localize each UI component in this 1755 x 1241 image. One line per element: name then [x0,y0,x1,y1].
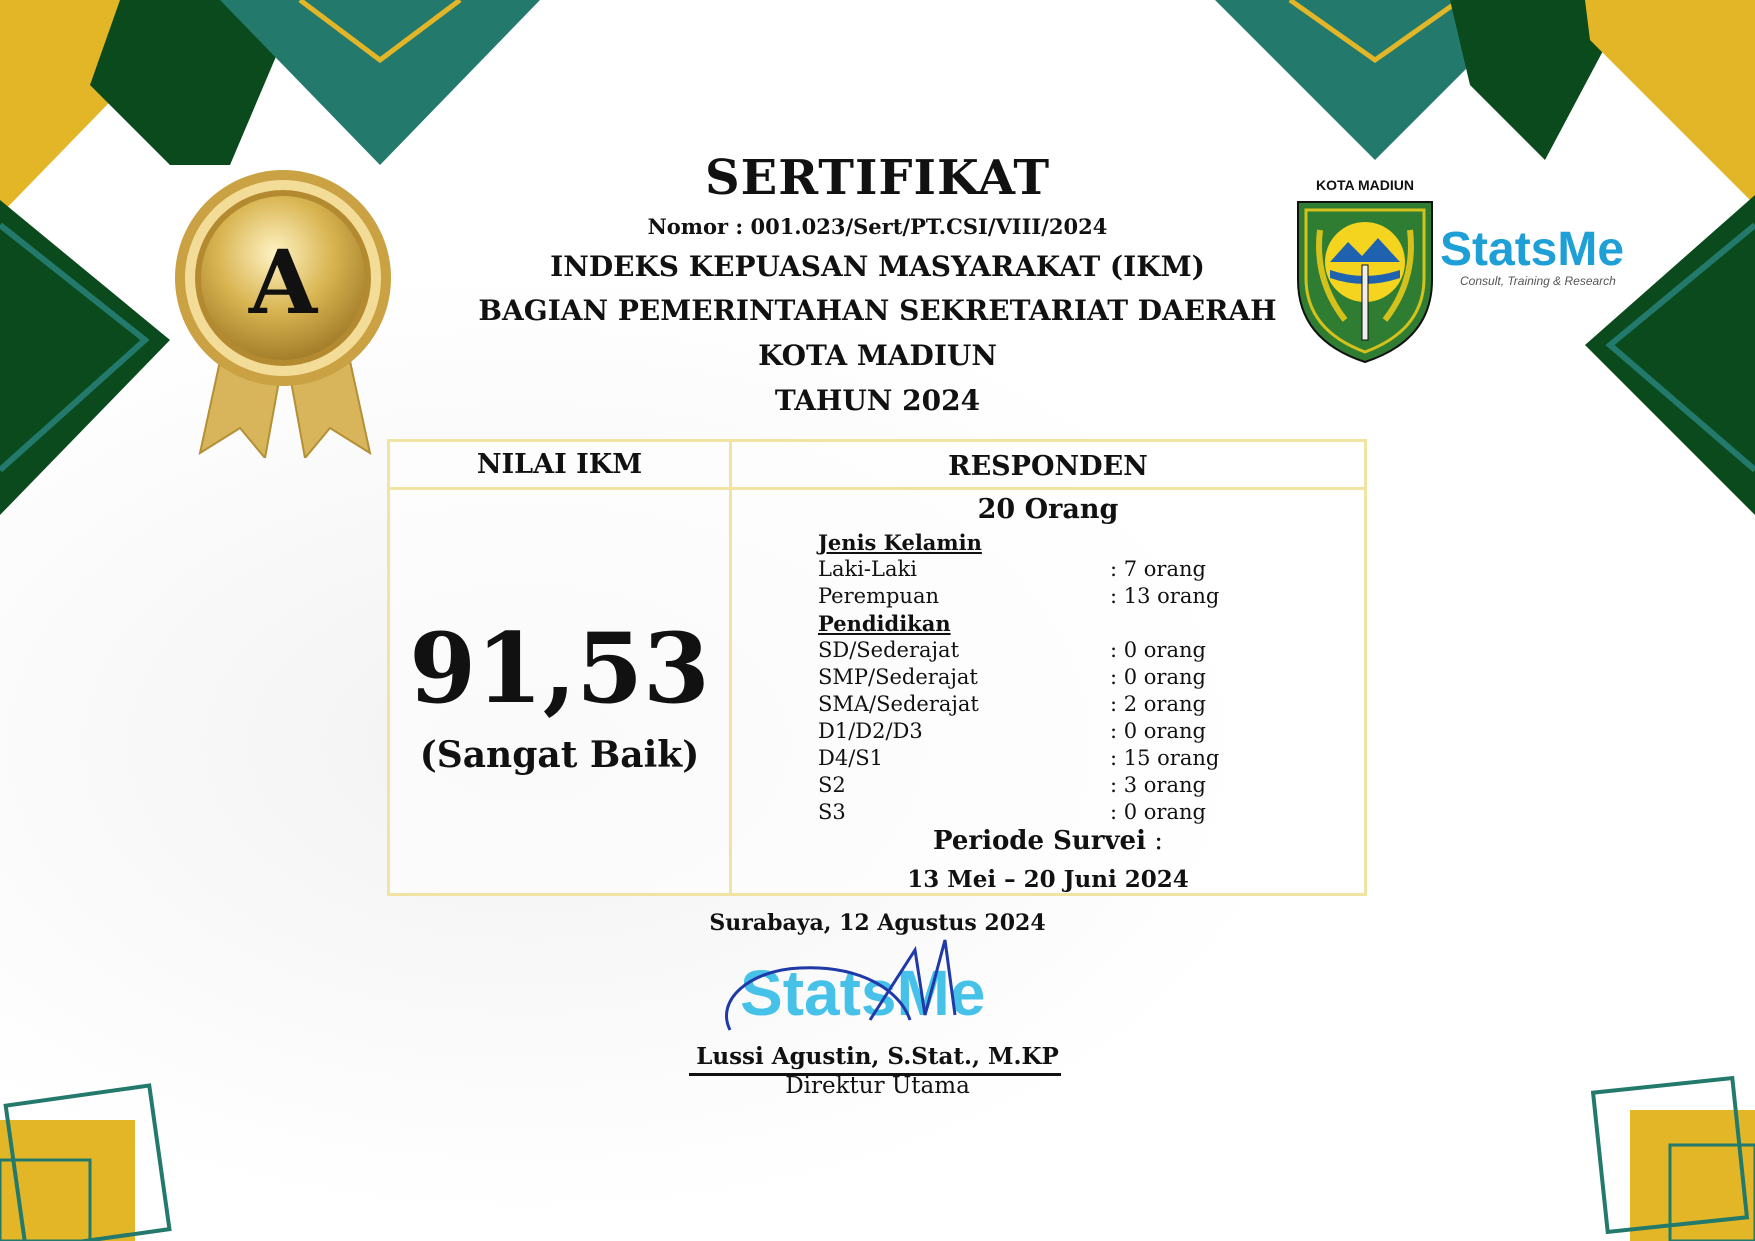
list-item [818,772,1338,799]
education-label: D4/S1 [818,746,884,770]
education-label: S2 [818,773,846,797]
ikm-grade: (Sangat Baik) [419,734,700,776]
respondent-breakdown [818,529,1338,826]
heading-line-1: INDEKS KEPUASAN MASYARAKAT (IKM) [550,250,1205,283]
education-value: : 15 orang [1110,746,1220,770]
stamp-brand: StatsMe [740,957,986,1029]
education-value: : 0 orang [1110,638,1206,662]
emblem-label: KOTA MADIUN [1316,177,1414,193]
signer-role: Direktur Utama [785,1073,970,1099]
result-table [387,439,1367,896]
heading-line-2: BAGIAN PEMERINTAHAN SEKRETARIAT DAERAH [478,294,1277,327]
education-value: : 0 orang [1110,800,1206,824]
certificate-title: SERTIFIKAT [704,150,1051,206]
respondent-total: 20 Orang [977,494,1119,525]
place-date: Surabaya, 12 Agustus 2024 [709,910,1046,936]
signature-stamp [710,930,1050,1040]
survey-period-dates: 13 Mei – 20 Juni 2024 [907,866,1189,893]
education-value: : 0 orang [1110,719,1206,743]
heading-line-3: KOTA MADIUN [758,339,997,372]
gender-label: Perempuan [818,584,940,608]
gender-title: Jenis Kelamin [818,530,982,555]
certificate-number: Nomor : 001.023/Sert/PT.CSI/VIII/2024 [647,214,1108,239]
header-nilai-ikm: NILAI IKM [476,449,643,480]
list-item [818,637,1338,664]
list-item [818,556,1338,583]
survey-period-label: Periode Survei [932,826,1146,856]
list-item [818,799,1338,826]
survey-period-colon: : [1145,826,1164,856]
statsme-tagline: Consult, Training & Research [1460,274,1616,288]
education-value: : 3 orang [1110,773,1206,797]
survey-period [732,826,1364,856]
list-item [818,718,1338,745]
education-label: SMP/Sederajat [818,665,978,689]
education-value: : 0 orang [1110,665,1206,689]
signer-name: Lussi Agustin, S.Stat., M.KP [696,1043,1059,1070]
medal-letter: A [248,230,318,334]
gender-label: Laki-Laki [818,557,917,581]
education-value: : 2 orang [1110,692,1206,716]
heading-line-4: TAHUN 2024 [774,384,981,417]
education-title: Pendidikan [818,611,951,636]
header-responden: RESPONDEN [948,451,1148,482]
education-label: S3 [818,800,846,824]
statsme-brand: StatsMe [1440,223,1625,276]
gender-value: : 13 orang [1110,584,1220,608]
gender-value: : 7 orang [1110,557,1206,581]
ikm-score: 91,53 [409,612,710,725]
education-label: SMA/Sederajat [818,692,979,716]
education-label: D1/D2/D3 [818,719,923,743]
list-item [818,664,1338,691]
list-item [818,691,1338,718]
list-item [818,583,1338,610]
list-item [818,745,1338,772]
education-label: SD/Sederajat [818,638,960,662]
